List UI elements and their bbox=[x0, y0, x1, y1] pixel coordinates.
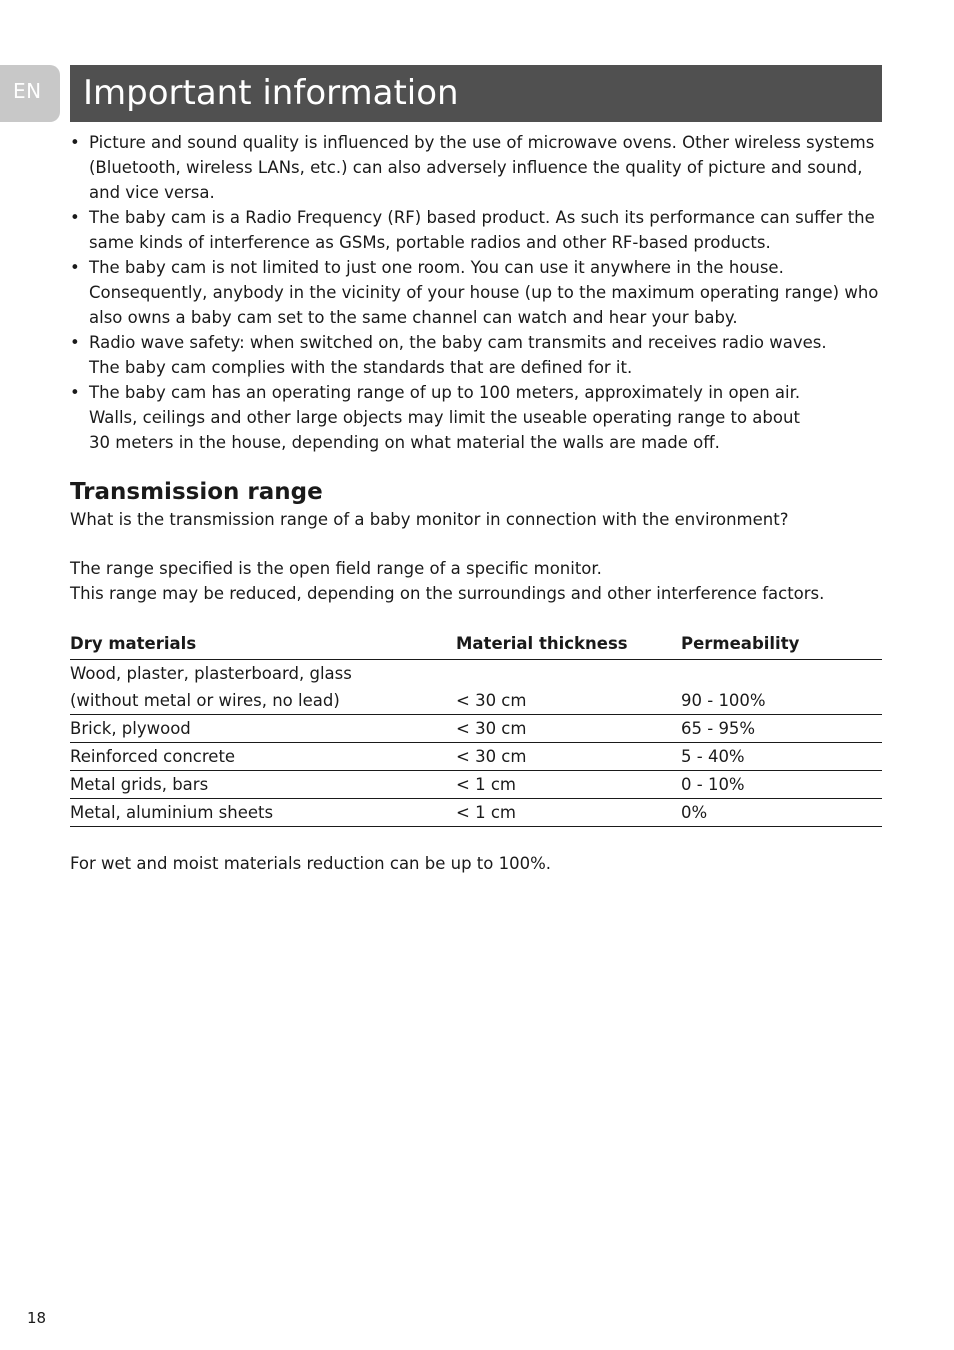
main-content bbox=[70, 130, 882, 876]
table-header-row bbox=[70, 632, 882, 660]
table-cell: 65 - 95% bbox=[681, 715, 882, 743]
table-cell: Metal grids, bars bbox=[70, 771, 456, 799]
table-cell: Brick, plywood bbox=[70, 715, 456, 743]
table-row bbox=[70, 715, 882, 743]
table-cell: Wood, plaster, plasterboard, glass bbox=[70, 664, 352, 683]
list-item bbox=[70, 130, 882, 205]
moisture-note: For wet and moist materials reduction can be up to 100%. bbox=[70, 854, 552, 873]
table-row bbox=[70, 743, 882, 771]
table-cell: < 30 cm bbox=[456, 715, 681, 743]
bullet-icon: • bbox=[70, 383, 80, 402]
bullet-line: Walls, ceilings and other large objects may limit the useable operating range to about bbox=[89, 408, 800, 427]
bullet-line: The baby cam is not limited to just one room. You can use it anywhere in the house. bbox=[89, 258, 784, 277]
table-cell: 0 - 10% bbox=[681, 771, 882, 799]
page-number: 18 bbox=[27, 1309, 47, 1327]
table-cell bbox=[456, 660, 681, 688]
bullet-line: Radio wave safety: when switched on, the baby cam transmits and receives radio waves. bbox=[89, 333, 827, 352]
bullet-line: Consequently, anybody in the vicinity of your house (up to the maximum operating range) who bbox=[89, 283, 879, 302]
bullet-line: The baby cam complies with the standards that are defined for it. bbox=[89, 358, 633, 377]
bullet-icon: • bbox=[70, 208, 80, 227]
bullet-line: The baby cam is a Radio Frequency (RF) based product. As such its performance can suffer the bbox=[89, 208, 875, 227]
section-heading: Transmission range bbox=[70, 479, 323, 505]
bullet-icon: • bbox=[70, 258, 80, 277]
table-cell bbox=[681, 660, 882, 688]
section-intro: What is the transmission range of a baby monitor in connection with the environment? bbox=[70, 510, 789, 529]
range-paragraph: The range specified is the open field range of a specific monitor. bbox=[70, 559, 602, 578]
bullet-line: same kinds of interference as GSMs, portable radios and other RF-based products. bbox=[89, 233, 771, 252]
list-item bbox=[70, 255, 882, 330]
table-row bbox=[70, 799, 882, 827]
table-cell: 90 - 100% bbox=[681, 687, 882, 715]
table-cell: < 30 cm bbox=[456, 687, 681, 715]
bullet-icon: • bbox=[70, 333, 80, 352]
table-cell: < 1 cm bbox=[456, 799, 681, 827]
bullet-line: also owns a baby cam set to the same channel can watch and hear your baby. bbox=[89, 308, 738, 327]
bullet-line: (Bluetooth, wireless LANs, etc.) can also adversely influence the quality of picture and sound, bbox=[89, 158, 863, 177]
table-cell: (without metal or wires, no lead) bbox=[70, 687, 456, 715]
column-header-thickness: Material thickness bbox=[456, 632, 681, 660]
bullet-line: Picture and sound quality is influenced by the use of microwave ovens. Other wireless systems bbox=[89, 133, 875, 152]
table-row bbox=[70, 660, 882, 688]
list-item bbox=[70, 205, 882, 255]
list-item bbox=[70, 380, 882, 455]
bullet-line: 30 meters in the house, depending on what material the walls are made off. bbox=[89, 433, 720, 452]
table-cell: 5 - 40% bbox=[681, 743, 882, 771]
table-row bbox=[70, 687, 882, 715]
title-bar bbox=[70, 65, 882, 122]
column-header-materials: Dry materials bbox=[70, 632, 456, 660]
table-row bbox=[70, 771, 882, 799]
column-header-permeability: Permeability bbox=[681, 632, 882, 660]
table-cell: 0% bbox=[681, 799, 882, 827]
list-item bbox=[70, 330, 882, 380]
bullet-icon: • bbox=[70, 133, 80, 152]
info-bullet-list bbox=[70, 130, 882, 455]
table-cell: < 30 cm bbox=[456, 743, 681, 771]
language-tab: EN bbox=[0, 65, 60, 122]
table-cell: Metal, aluminium sheets bbox=[70, 799, 456, 827]
page-title: Important information bbox=[83, 73, 459, 113]
bullet-line: The baby cam has an operating range of up to 100 meters, approximately in open air. bbox=[89, 383, 801, 402]
bullet-line: and vice versa. bbox=[89, 183, 215, 202]
materials-table bbox=[70, 632, 882, 827]
range-paragraph: This range may be reduced, depending on the surroundings and other interference factors. bbox=[70, 584, 825, 603]
table-cell: Reinforced concrete bbox=[70, 743, 456, 771]
table-cell: < 1 cm bbox=[456, 771, 681, 799]
